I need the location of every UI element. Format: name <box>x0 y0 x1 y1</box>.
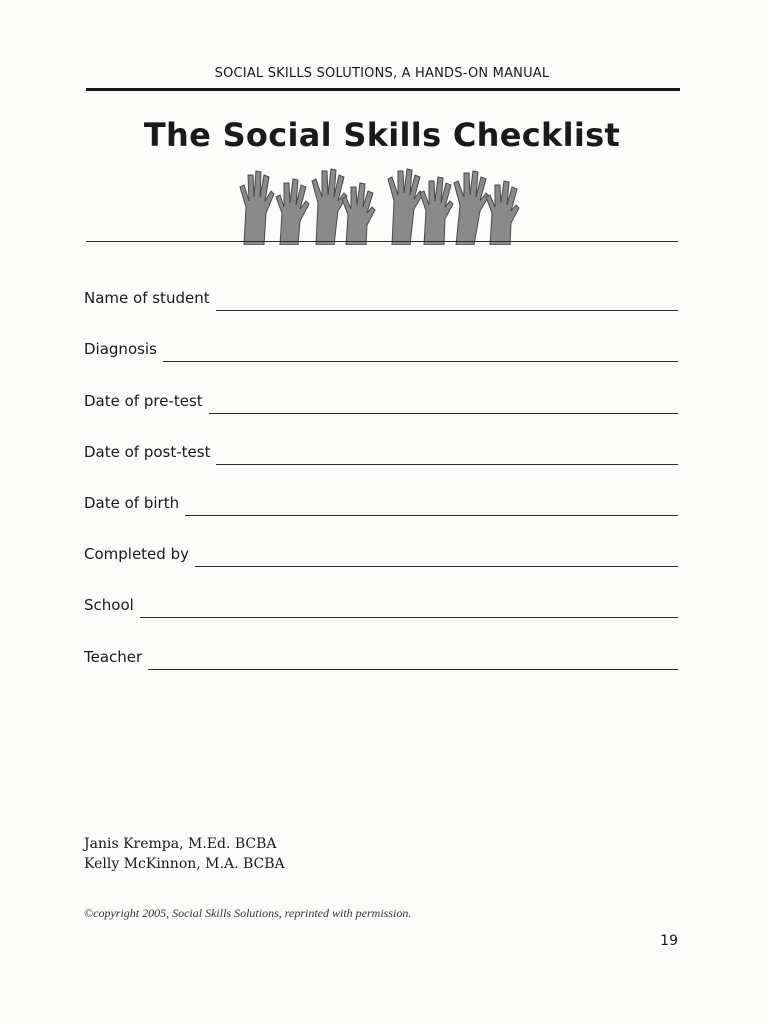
field-label: Date of pre-test <box>84 392 203 410</box>
field-label: School <box>84 596 134 614</box>
page-title: The Social Skills Checklist <box>143 116 621 154</box>
field-label: Date of birth <box>84 494 180 512</box>
field-blank[interactable] <box>148 668 678 670</box>
date-of-post-test-field[interactable] <box>84 439 678 461</box>
field-blank[interactable] <box>195 565 678 567</box>
completed-by-field[interactable] <box>84 541 678 563</box>
field-label: Teacher <box>84 648 143 666</box>
authors-block <box>84 834 285 874</box>
running-header: SOCIAL SKILLS SOLUTIONS, A HANDS-ON MANUAL <box>214 66 550 81</box>
page-number: 19 <box>660 933 678 949</box>
author-line: Kelly McKinnon, M.A. BCBA <box>84 856 285 872</box>
school-field[interactable] <box>84 592 678 614</box>
field-blank[interactable] <box>216 463 678 465</box>
field-blank[interactable] <box>163 360 678 362</box>
title-rule <box>86 241 678 242</box>
field-label: Name of student <box>84 289 210 307</box>
date-of-pre-test-field[interactable] <box>84 388 678 410</box>
field-blank[interactable] <box>209 412 678 414</box>
header-rule <box>86 88 680 91</box>
copyright-notice: ©copyright 2005, Social Skills Solutions, reprinted with permission. <box>84 906 412 920</box>
raised-hands-icon <box>234 167 530 245</box>
diagnosis-field[interactable] <box>84 336 678 358</box>
field-blank[interactable] <box>216 309 678 311</box>
field-label: Completed by <box>84 545 189 563</box>
name-of-student-field[interactable] <box>84 285 678 307</box>
field-blank[interactable] <box>185 514 678 516</box>
field-label: Date of post-test <box>84 443 211 461</box>
teacher-field[interactable] <box>84 644 678 666</box>
date-of-birth-field[interactable] <box>84 490 678 512</box>
field-label: Diagnosis <box>84 340 157 358</box>
author-line: Janis Krempa, M.Ed. BCBA <box>84 836 277 852</box>
field-blank[interactable] <box>140 616 678 618</box>
